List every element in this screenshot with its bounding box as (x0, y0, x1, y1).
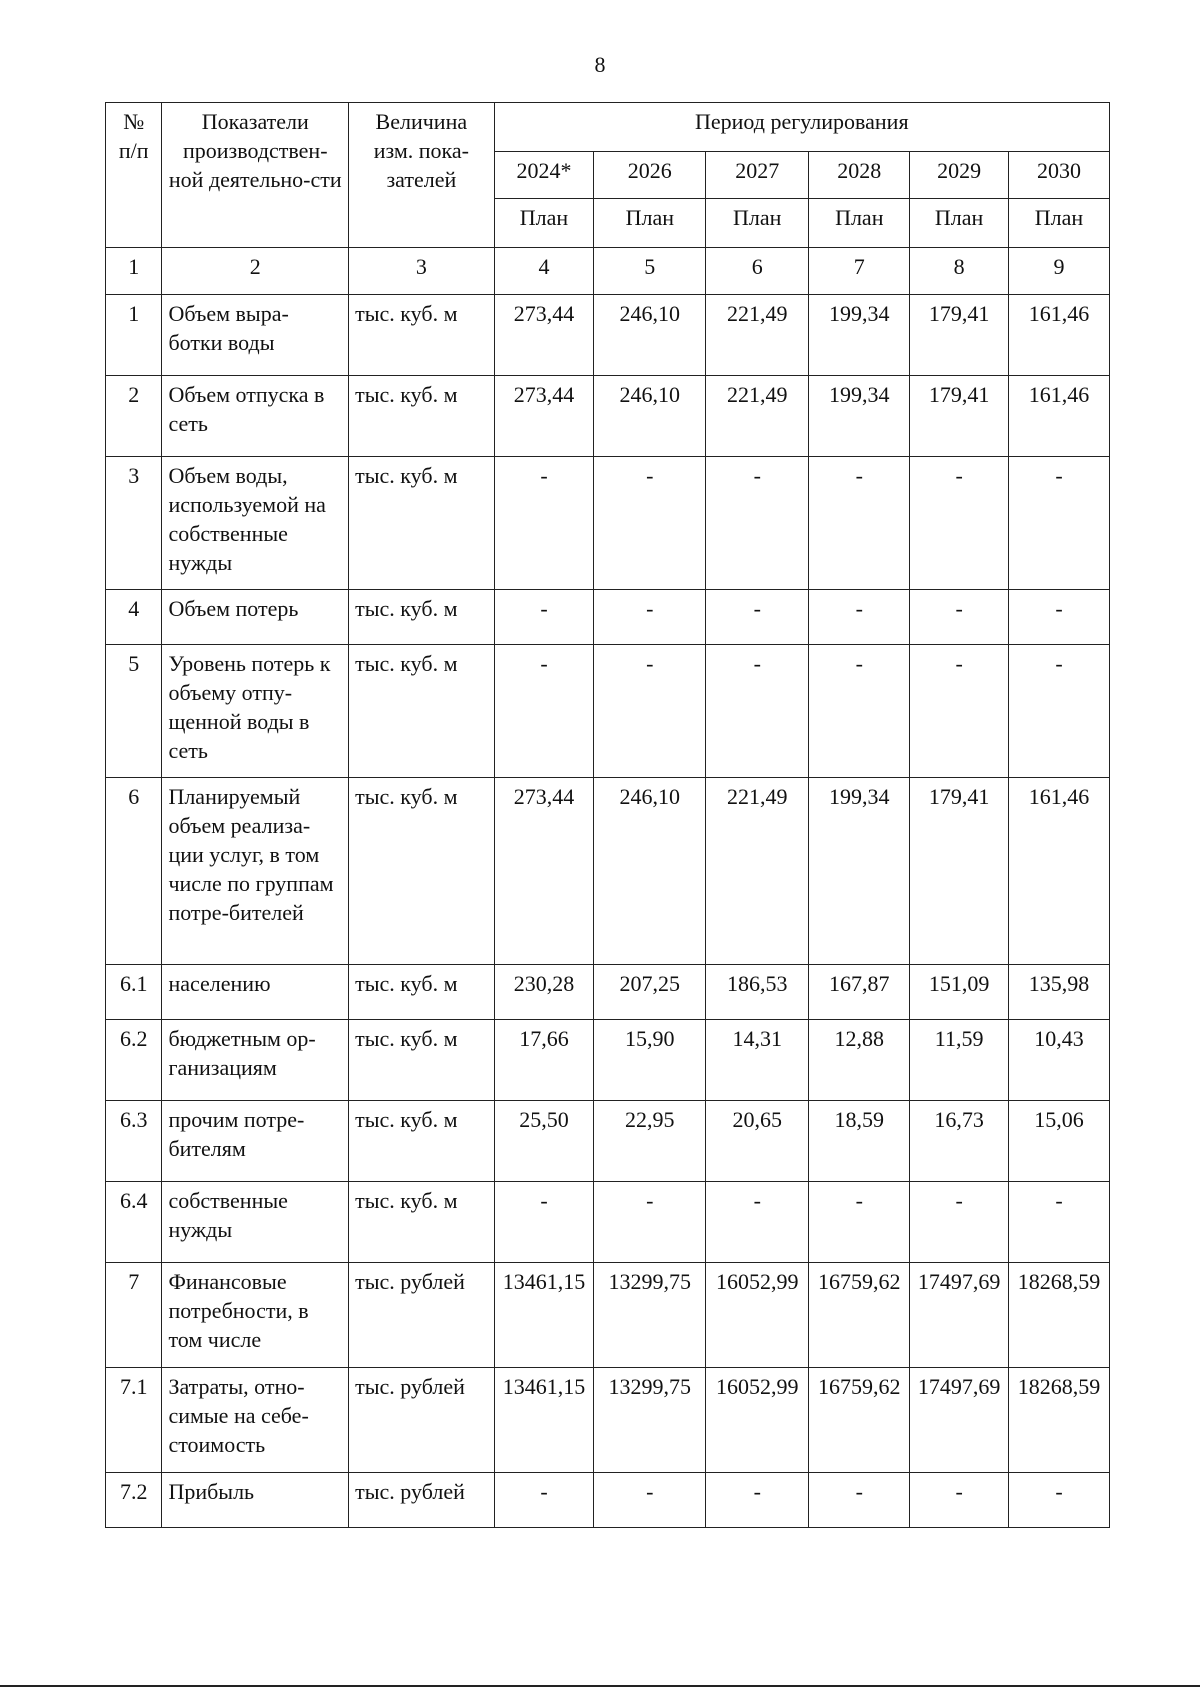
row-value: 221,49 (706, 778, 809, 965)
row-number: 7 (106, 1263, 162, 1368)
row-value: 15,90 (594, 1020, 706, 1101)
row-value: - (809, 645, 910, 778)
row-indicator-name: Планируемый объем реализа-ции услуг, в том числе по группам потре-бителей (162, 778, 349, 965)
row-value: - (706, 590, 809, 645)
row-value: 16,73 (910, 1101, 1009, 1182)
header-year: 2024* (494, 152, 594, 199)
row-indicator-name: бюджетным ор-ганизациям (162, 1020, 349, 1101)
table-row (106, 645, 1110, 778)
row-number: 6.3 (106, 1101, 162, 1182)
row-number: 6 (106, 778, 162, 965)
row-value: 273,44 (494, 778, 594, 965)
row-value: 13461,15 (494, 1263, 594, 1368)
row-value: - (494, 645, 594, 778)
row-number: 7.1 (106, 1368, 162, 1473)
table-row (106, 778, 1110, 965)
row-indicator-name: собственные нужды (162, 1182, 349, 1263)
row-number: 1 (106, 295, 162, 376)
header-plan: План (809, 199, 910, 248)
row-value: 179,41 (910, 376, 1009, 457)
row-value: 221,49 (706, 376, 809, 457)
table-row (106, 1473, 1110, 1528)
row-value: - (706, 1182, 809, 1263)
row-value: - (706, 1473, 809, 1528)
row-value: 18268,59 (1009, 1263, 1110, 1368)
column-number: 9 (1009, 248, 1110, 295)
table-row (106, 1020, 1110, 1101)
row-value: - (809, 1182, 910, 1263)
row-value: 246,10 (594, 778, 706, 965)
row-number: 4 (106, 590, 162, 645)
header-row-1 (106, 103, 1110, 152)
row-value: 273,44 (494, 295, 594, 376)
row-number: 2 (106, 376, 162, 457)
row-value: 199,34 (809, 376, 910, 457)
header-plan: План (494, 199, 594, 248)
row-indicator-name: Объем потерь (162, 590, 349, 645)
row-value: 246,10 (594, 376, 706, 457)
row-unit: тыс. рублей (349, 1368, 494, 1473)
row-indicator-name: Объем отпуска в сеть (162, 376, 349, 457)
row-number: 5 (106, 645, 162, 778)
header-year: 2028 (809, 152, 910, 199)
row-indicator-name: Уровень потерь к объему отпу-щенной воды в сеть (162, 645, 349, 778)
row-value: 16052,99 (706, 1368, 809, 1473)
header-plan: План (910, 199, 1009, 248)
header-unit: Величина изм. пока-зателей (349, 103, 494, 248)
row-value: 12,88 (809, 1020, 910, 1101)
row-value: 246,10 (594, 295, 706, 376)
row-indicator-name: Затраты, отно-симые на себе-стоимость (162, 1368, 349, 1473)
row-value: 161,46 (1009, 295, 1110, 376)
column-number: 2 (162, 248, 349, 295)
row-value: 13299,75 (594, 1368, 706, 1473)
column-number: 8 (910, 248, 1009, 295)
row-number: 6.4 (106, 1182, 162, 1263)
header-no: № п/п (106, 103, 162, 248)
header-indicator: Показатели производствен-ной деятельно-сти (162, 103, 349, 248)
row-value: 18,59 (809, 1101, 910, 1182)
table-row (106, 1368, 1110, 1473)
row-value: - (910, 590, 1009, 645)
row-value: - (494, 1182, 594, 1263)
column-number: 6 (706, 248, 809, 295)
row-indicator-name: населению (162, 965, 349, 1020)
row-value: - (494, 590, 594, 645)
row-value: - (910, 1182, 1009, 1263)
row-unit: тыс. куб. м (349, 645, 494, 778)
table-row (106, 1263, 1110, 1368)
row-indicator-name: Объем воды, используемой на собственные нужды (162, 457, 349, 590)
header-plan: План (1009, 199, 1110, 248)
row-value: - (809, 457, 910, 590)
row-value: 14,31 (706, 1020, 809, 1101)
row-value: 25,50 (494, 1101, 594, 1182)
table-row (106, 590, 1110, 645)
row-value: - (594, 645, 706, 778)
row-value: 18268,59 (1009, 1368, 1110, 1473)
row-value: 13299,75 (594, 1263, 706, 1368)
column-number-row (106, 248, 1110, 295)
table-row (106, 1101, 1110, 1182)
row-value: - (1009, 457, 1110, 590)
row-value: - (706, 457, 809, 590)
row-value: - (910, 457, 1009, 590)
row-value: 161,46 (1009, 778, 1110, 965)
row-value: 20,65 (706, 1101, 809, 1182)
row-value: - (910, 1473, 1009, 1528)
row-value: 186,53 (706, 965, 809, 1020)
column-number: 4 (494, 248, 594, 295)
row-value: - (1009, 1182, 1110, 1263)
row-unit: тыс. куб. м (349, 376, 494, 457)
row-value: 179,41 (910, 778, 1009, 965)
row-unit: тыс. куб. м (349, 457, 494, 590)
row-value: 179,41 (910, 295, 1009, 376)
table-row (106, 1182, 1110, 1263)
row-value: 221,49 (706, 295, 809, 376)
bottom-rule (0, 1685, 1200, 1687)
row-value: 10,43 (1009, 1020, 1110, 1101)
row-value: 273,44 (494, 376, 594, 457)
row-value: 16759,62 (809, 1263, 910, 1368)
row-value: - (1009, 1473, 1110, 1528)
table-row (106, 376, 1110, 457)
row-unit: тыс. куб. м (349, 1182, 494, 1263)
row-value: 17497,69 (910, 1368, 1009, 1473)
column-number: 3 (349, 248, 494, 295)
column-number: 7 (809, 248, 910, 295)
row-value: 16052,99 (706, 1263, 809, 1368)
row-value: 199,34 (809, 295, 910, 376)
row-number: 3 (106, 457, 162, 590)
row-value: 135,98 (1009, 965, 1110, 1020)
table-row (106, 295, 1110, 376)
row-value: 15,06 (1009, 1101, 1110, 1182)
header-period: Период регулирования (494, 103, 1109, 152)
header-plan: План (706, 199, 809, 248)
row-indicator-name: Прибыль (162, 1473, 349, 1528)
row-value: 17497,69 (910, 1263, 1009, 1368)
column-number: 5 (594, 248, 706, 295)
row-value: 199,34 (809, 778, 910, 965)
row-value: 16759,62 (809, 1368, 910, 1473)
row-value: - (706, 645, 809, 778)
row-value: - (809, 590, 910, 645)
row-number: 6.2 (106, 1020, 162, 1101)
row-indicator-name: Объем выра-ботки воды (162, 295, 349, 376)
table-row (106, 965, 1110, 1020)
row-value: 11,59 (910, 1020, 1009, 1101)
row-value: 151,09 (910, 965, 1009, 1020)
row-value: - (494, 1473, 594, 1528)
row-value: - (594, 590, 706, 645)
row-unit: тыс. куб. м (349, 590, 494, 645)
row-value: 13461,15 (494, 1368, 594, 1473)
row-indicator-name: Финансовые потребности, в том числе (162, 1263, 349, 1368)
row-unit: тыс. рублей (349, 1263, 494, 1368)
row-value: 167,87 (809, 965, 910, 1020)
row-unit: тыс. куб. м (349, 1020, 494, 1101)
row-value: - (494, 457, 594, 590)
row-unit: тыс. рублей (349, 1473, 494, 1528)
header-year: 2026 (594, 152, 706, 199)
row-value: - (910, 645, 1009, 778)
page-number: 8 (594, 52, 606, 77)
row-unit: тыс. куб. м (349, 778, 494, 965)
row-value: - (594, 1473, 706, 1528)
row-value: - (1009, 590, 1110, 645)
row-value: 207,25 (594, 965, 706, 1020)
row-indicator-name: прочим потре-бителям (162, 1101, 349, 1182)
row-value: - (594, 1182, 706, 1263)
row-unit: тыс. куб. м (349, 295, 494, 376)
row-value: 17,66 (494, 1020, 594, 1101)
table-row (106, 457, 1110, 590)
header-year: 2030 (1009, 152, 1110, 199)
row-value: 161,46 (1009, 376, 1110, 457)
row-value: - (1009, 645, 1110, 778)
header-year: 2027 (706, 152, 809, 199)
column-number: 1 (106, 248, 162, 295)
header-year: 2029 (910, 152, 1009, 199)
row-value: 230,28 (494, 965, 594, 1020)
row-unit: тыс. куб. м (349, 965, 494, 1020)
row-unit: тыс. куб. м (349, 1101, 494, 1182)
row-value: 22,95 (594, 1101, 706, 1182)
header-plan: План (594, 199, 706, 248)
row-number: 6.1 (106, 965, 162, 1020)
regulation-table (105, 102, 1110, 1528)
row-value: - (594, 457, 706, 590)
row-value: - (809, 1473, 910, 1528)
row-number: 7.2 (106, 1473, 162, 1528)
